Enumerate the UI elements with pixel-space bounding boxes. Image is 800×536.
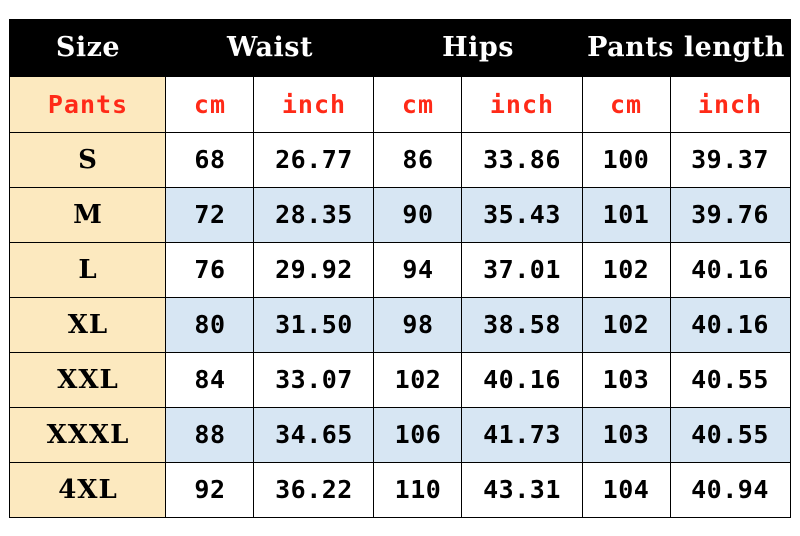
cell-waist-inch: 31.50 bbox=[254, 297, 374, 352]
row-size-label: XL bbox=[10, 297, 166, 352]
table-row bbox=[10, 132, 790, 187]
header-size: Size bbox=[10, 19, 166, 76]
cell-hips-inch: 41.73 bbox=[462, 407, 582, 462]
row-size-label: XXXL bbox=[10, 407, 166, 462]
cell-waist-inch: 29.92 bbox=[254, 242, 374, 297]
cell-waist-cm: 80 bbox=[166, 297, 254, 352]
cell-hips-inch: 40.16 bbox=[462, 352, 582, 407]
unit-length-cm: cm bbox=[582, 76, 670, 132]
row-size-label: L bbox=[10, 242, 166, 297]
cell-hips-inch: 38.58 bbox=[462, 297, 582, 352]
cell-hips-cm: 102 bbox=[374, 352, 462, 407]
cell-waist-cm: 76 bbox=[166, 242, 254, 297]
unit-pants-label: Pants bbox=[10, 76, 166, 132]
cell-length-cm: 100 bbox=[582, 132, 670, 187]
unit-length-inch: inch bbox=[670, 76, 790, 132]
unit-hips-cm: cm bbox=[374, 76, 462, 132]
cell-length-cm: 102 bbox=[582, 297, 670, 352]
table-row bbox=[10, 407, 790, 462]
size-chart-table bbox=[9, 19, 790, 518]
cell-length-cm: 101 bbox=[582, 187, 670, 242]
table-row bbox=[10, 297, 790, 352]
cell-length-inch: 39.76 bbox=[670, 187, 790, 242]
cell-length-cm: 104 bbox=[582, 462, 670, 517]
cell-waist-cm: 84 bbox=[166, 352, 254, 407]
cell-hips-cm: 110 bbox=[374, 462, 462, 517]
cell-hips-cm: 94 bbox=[374, 242, 462, 297]
cell-hips-cm: 98 bbox=[374, 297, 462, 352]
table-unit-row bbox=[10, 76, 790, 132]
cell-length-cm: 103 bbox=[582, 407, 670, 462]
cell-waist-cm: 92 bbox=[166, 462, 254, 517]
cell-length-inch: 39.37 bbox=[670, 132, 790, 187]
table-row bbox=[10, 352, 790, 407]
cell-hips-cm: 90 bbox=[374, 187, 462, 242]
cell-length-inch: 40.16 bbox=[670, 297, 790, 352]
cell-length-inch: 40.55 bbox=[670, 407, 790, 462]
cell-length-inch: 40.55 bbox=[670, 352, 790, 407]
cell-length-inch: 40.94 bbox=[670, 462, 790, 517]
table-row bbox=[10, 187, 790, 242]
row-size-label: S bbox=[10, 132, 166, 187]
unit-waist-inch: inch bbox=[254, 76, 374, 132]
cell-waist-cm: 88 bbox=[166, 407, 254, 462]
cell-waist-cm: 72 bbox=[166, 187, 254, 242]
cell-waist-inch: 36.22 bbox=[254, 462, 374, 517]
table-header-row bbox=[10, 19, 790, 76]
table-row bbox=[10, 462, 790, 517]
cell-hips-inch: 35.43 bbox=[462, 187, 582, 242]
header-hips: Hips bbox=[374, 19, 582, 76]
cell-waist-inch: 26.77 bbox=[254, 132, 374, 187]
cell-length-cm: 102 bbox=[582, 242, 670, 297]
cell-waist-inch: 28.35 bbox=[254, 187, 374, 242]
unit-hips-inch: inch bbox=[462, 76, 582, 132]
cell-waist-inch: 33.07 bbox=[254, 352, 374, 407]
table-row bbox=[10, 242, 790, 297]
cell-hips-cm: 86 bbox=[374, 132, 462, 187]
unit-waist-cm: cm bbox=[166, 76, 254, 132]
cell-waist-cm: 68 bbox=[166, 132, 254, 187]
header-waist: Waist bbox=[166, 19, 374, 76]
cell-length-inch: 40.16 bbox=[670, 242, 790, 297]
row-size-label: 4XL bbox=[10, 462, 166, 517]
cell-hips-cm: 106 bbox=[374, 407, 462, 462]
cell-waist-inch: 34.65 bbox=[254, 407, 374, 462]
cell-hips-inch: 43.31 bbox=[462, 462, 582, 517]
row-size-label: XXL bbox=[10, 352, 166, 407]
header-pants-length: Pants length bbox=[582, 19, 790, 76]
cell-hips-inch: 37.01 bbox=[462, 242, 582, 297]
cell-hips-inch: 33.86 bbox=[462, 132, 582, 187]
row-size-label: M bbox=[10, 187, 166, 242]
cell-length-cm: 103 bbox=[582, 352, 670, 407]
